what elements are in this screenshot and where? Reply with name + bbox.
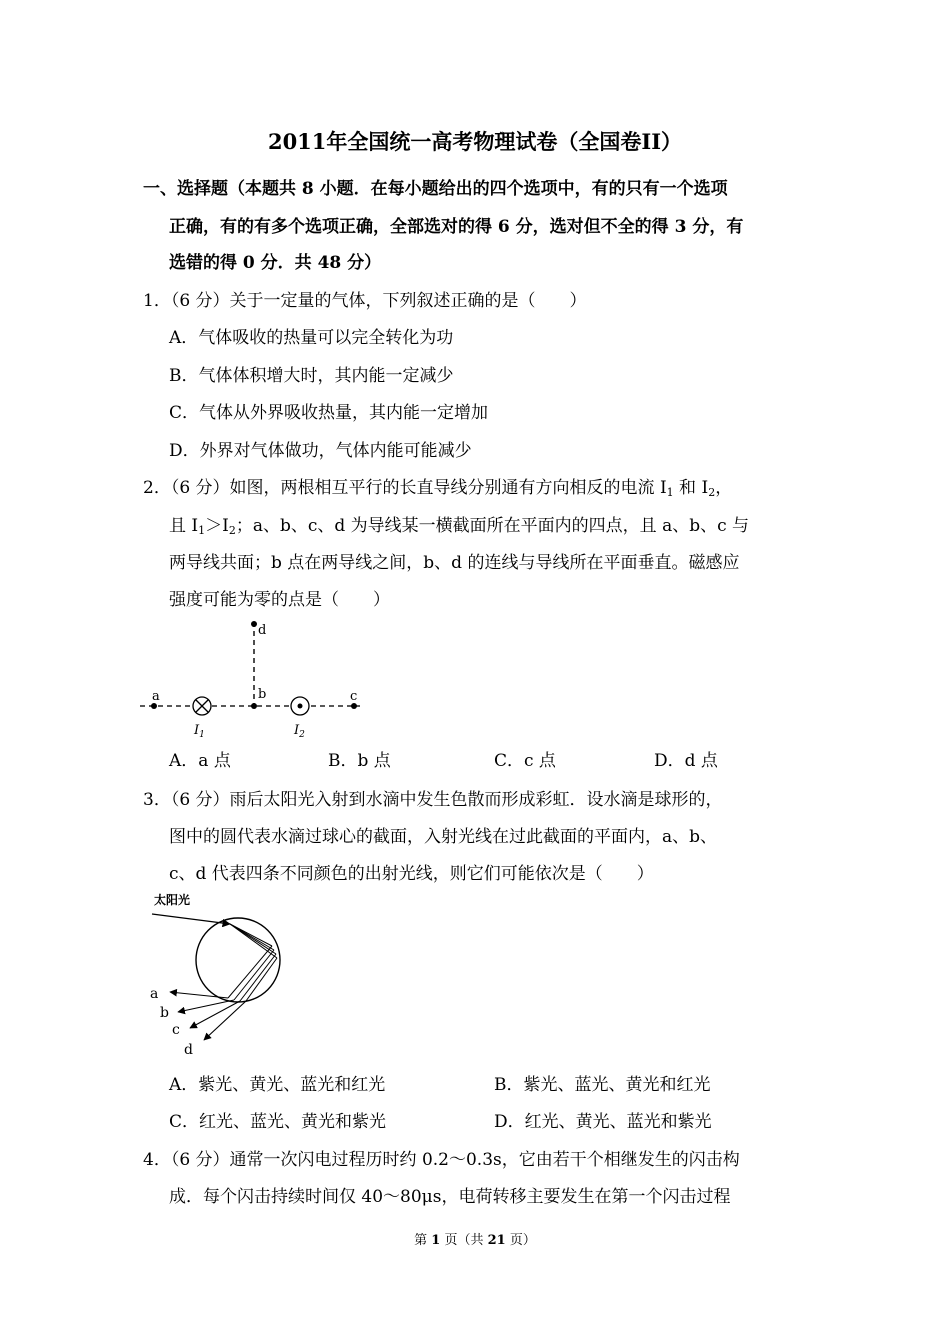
q2-stem-line2: 且 $I_1>I_2$；a、b、c、d 为导线某一横截面所在平面内的四点，且 a、b、c 与 xyxy=(169,516,750,537)
q2-point-d-dot xyxy=(251,621,257,627)
section-heading-line1: 一、选择题（本题共 8 小题．在每小题给出的四个选项中，有的只有一个选项 xyxy=(143,179,728,199)
incident-ray xyxy=(152,914,230,924)
q2-stem-line1: 2．（6 分）如图，两根相互平行的长直导线分别通有方向相反的电流 $I_1$ 和 $I_2$， xyxy=(143,478,733,499)
q1-option-b: B．气体体积增大时，其内能一定减少 xyxy=(169,366,454,386)
q1-option-a: A．气体吸收的热量可以完全转化为功 xyxy=(169,328,454,348)
q3-ray-label-d: d xyxy=(184,1042,193,1058)
q2-option-a: A．a 点 xyxy=(169,751,231,771)
q3-raindrop-figure xyxy=(140,888,290,1060)
q3-option-b: B．紫光、蓝光、黄光和红光 xyxy=(494,1075,711,1095)
q3-ray-label-b: b xyxy=(160,1005,169,1021)
q2-option-b: B．b 点 xyxy=(328,751,391,771)
q3-sun-label: 太阳光 xyxy=(154,893,191,907)
q2-label-b: b xyxy=(258,687,267,702)
q1-option-c: C．气体从外界吸收热量，其内能一定增加 xyxy=(169,403,489,423)
section-heading-line3: 选错的得 0 分．共 48 分） xyxy=(169,253,382,273)
page-title: 2011年全国统一高考物理试卷（全国卷II） xyxy=(267,129,683,154)
q2-wire2-label: $I_2$ xyxy=(294,723,305,740)
wire-out-of-page-icon xyxy=(291,697,309,715)
q2-point-b-dot xyxy=(251,703,257,709)
ray-c xyxy=(190,1001,240,1028)
q2-wire-figure xyxy=(130,612,390,742)
q3-option-c: C．红光、蓝光、黄光和紫光 xyxy=(169,1112,387,1132)
q3-ray-label-a: a xyxy=(150,986,159,1002)
q1-option-d: D．外界对气体做功，气体内能可能减少 xyxy=(169,441,472,461)
q2-wire1-label: $I_1$ xyxy=(194,723,205,740)
q3-stem-line3: c、d 代表四条不同颜色的出射光线，则它们可能依次是（ ） xyxy=(169,864,654,884)
wire-into-page-icon xyxy=(193,697,211,715)
ray-b xyxy=(178,1000,234,1012)
q3-stem-line1: 3．（6 分）雨后太阳光入射到水滴中发生色散而形成彩虹．设水滴是球形的， xyxy=(143,790,723,810)
q4-stem-line1: 4．（6 分）通常一次闪电过程历时约 0.2～0.3s，它由若干个相继发生的闪击构 xyxy=(143,1150,740,1170)
q2-label-a: a xyxy=(152,689,160,704)
q3-option-d: D．红光、黄光、蓝光和紫光 xyxy=(494,1112,712,1132)
raindrop-circle xyxy=(196,918,280,1002)
q4-stem-line2: 成．每个闪击持续时间仅 40～80μs，电荷转移主要发生在第一个闪击过程 xyxy=(169,1187,731,1207)
section-heading-line2: 正确，有的有多个选项正确，全部选对的得 6 分，选对但不全的得 3 分，有 xyxy=(169,217,744,237)
q2-option-d: D．d 点 xyxy=(654,751,718,771)
q2-label-c: c xyxy=(350,689,358,704)
q2-stem-line4: 强度可能为零的点是（ ） xyxy=(169,590,390,610)
ray-a xyxy=(170,992,228,998)
q3-ray-label-c: c xyxy=(172,1022,180,1038)
q2-label-d: d xyxy=(258,623,267,638)
q2-option-c: C．c 点 xyxy=(494,751,556,771)
q3-option-a: A．紫光、黄光、蓝光和红光 xyxy=(169,1075,386,1095)
q1-stem: 1．（6 分）关于一定量的气体，下列叙述正确的是（ ） xyxy=(143,291,587,311)
page-footer: 第 1 页（共 21 页） xyxy=(414,1233,536,1248)
q2-stem-line3: 两导线共面；b 点在两导线之间，b、d 的连线与导线所在平面垂直。磁感应 xyxy=(169,553,740,573)
ray-d xyxy=(204,1001,246,1040)
q3-stem-line2: 图中的圆代表水滴过球心的截面，入射光线在过此截面的平面内，a、b、 xyxy=(169,827,718,847)
